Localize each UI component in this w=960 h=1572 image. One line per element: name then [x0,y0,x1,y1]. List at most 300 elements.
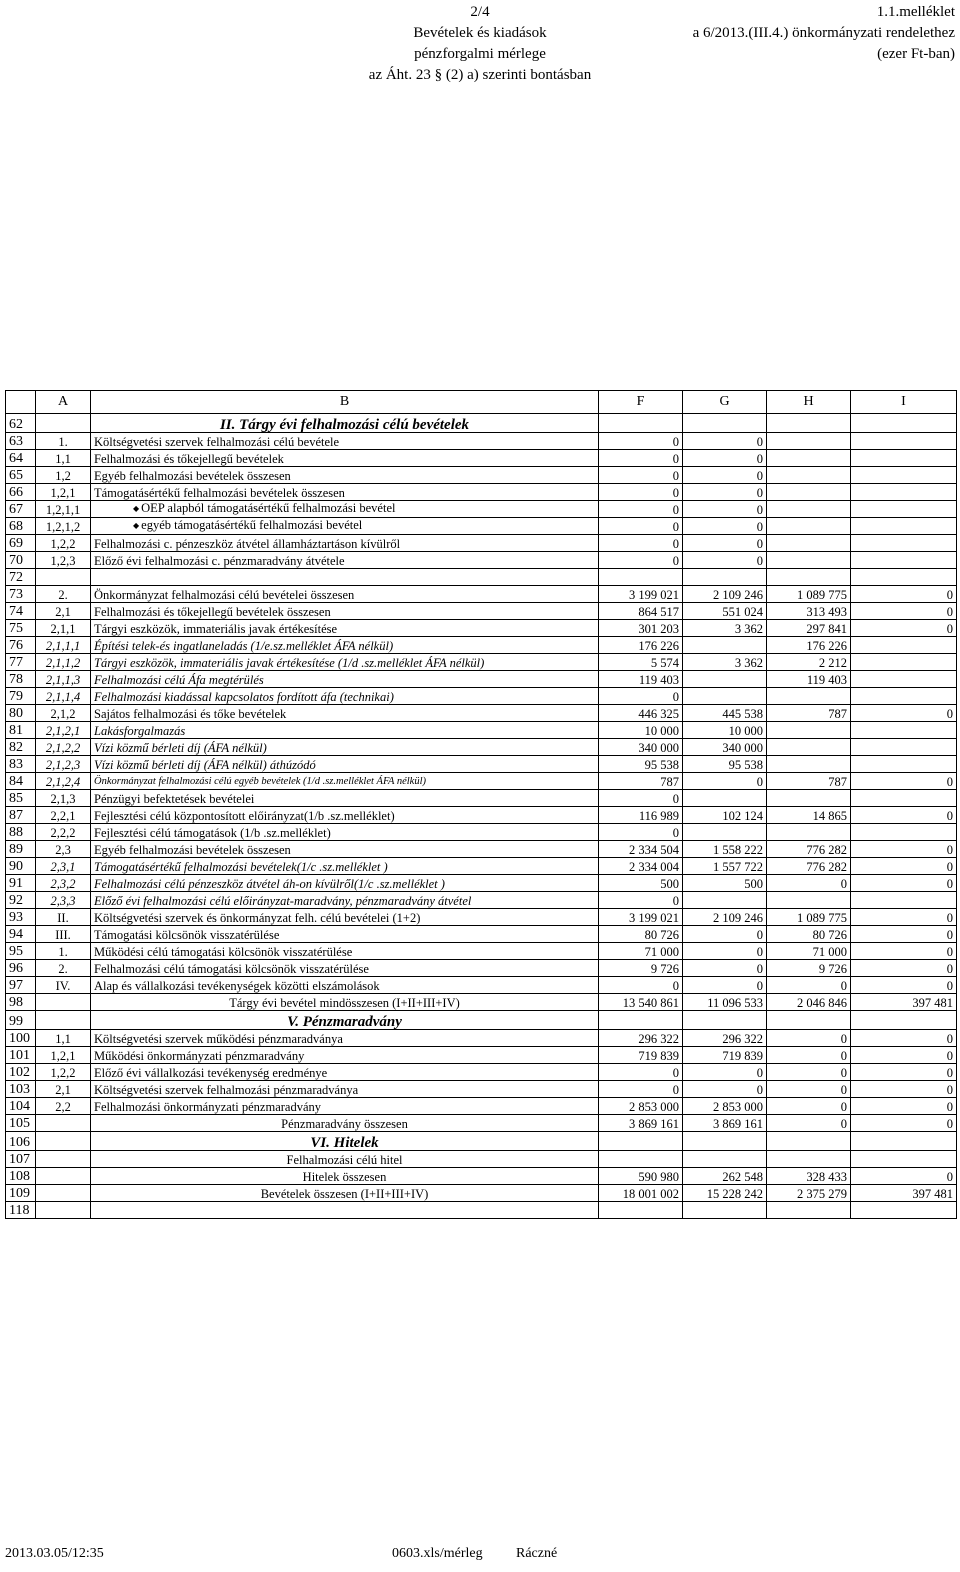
value-cell-f: 0 [599,450,683,467]
row-number: 93 [6,909,36,926]
value-cell-i [851,501,957,518]
table-row [6,654,957,671]
value-cell-f: 3 199 021 [599,909,683,926]
value-cell-i [851,688,957,705]
value-cell-f: 176 226 [599,637,683,654]
row-label: Egyéb felhalmozási bevételek összesen [91,467,599,484]
row-number: 109 [6,1185,36,1202]
value-cell-i [851,671,957,688]
row-label: Költségvetési szervek működési pénzmaradványa [91,1030,599,1047]
table-row [6,858,957,875]
table-row [6,909,957,926]
row-label: Fejlesztési célú támogatások (1/b .sz.melléklet) [91,824,599,841]
value-cell-h: 2 375 279 [767,1185,851,1202]
row-number: 102 [6,1064,36,1081]
table-row [6,705,957,722]
value-cell-h: 2 212 [767,654,851,671]
value-cell-g: 15 228 242 [683,1185,767,1202]
table-row [6,450,957,467]
row-label: Fejlesztési célú központosított előirányzat(1/b .sz.melléklet) [91,807,599,824]
row-label: Felhalmozási kiadással kapcsolatos fordított áfa (technikai) [91,688,599,705]
value-cell-i: 0 [851,1081,957,1098]
value-cell-i: 0 [851,1030,957,1047]
value-cell-i [851,637,957,654]
table-row [6,1011,957,1030]
value-cell-g [683,824,767,841]
value-cell-f: 0 [599,1064,683,1081]
row-code [36,1132,91,1151]
value-cell-f: 0 [599,433,683,450]
value-cell-h: 297 841 [767,620,851,637]
row-code: 1. [36,433,91,450]
row-label: Felhalmozási önkormányzati pénzmaradvány [91,1098,599,1115]
value-cell-h [767,467,851,484]
row-code [36,569,91,586]
row-code: IV. [36,977,91,994]
table-row [6,1151,957,1168]
value-cell-g [683,414,767,433]
value-cell-i: 0 [851,977,957,994]
row-code: 2,1,1,2 [36,654,91,671]
value-cell-g [683,1132,767,1151]
value-cell-h: 787 [767,705,851,722]
row-label: Pénzmaradvány összesen [91,1115,599,1132]
value-cell-i [851,1011,957,1030]
table-row [6,1168,957,1185]
table-row [6,467,957,484]
value-cell-f: 0 [599,552,683,569]
value-cell-i [851,569,957,586]
value-cell-i: 0 [851,586,957,603]
row-code: 2,1,1,1 [36,637,91,654]
value-cell-f: 0 [599,892,683,909]
row-label: Egyéb felhalmozási bevételek összesen [91,841,599,858]
row-label: Támogatási kölcsönök visszatérülése [91,926,599,943]
value-cell-g: 0 [683,1081,767,1098]
value-cell-h: 14 865 [767,807,851,824]
row-number: 95 [6,943,36,960]
value-cell-h: 0 [767,1115,851,1132]
row-number: 98 [6,994,36,1011]
value-cell-f: 80 726 [599,926,683,943]
row-label: Előző évi felhalmozási célú előirányzat-maradvány, pénzmaradvány átvétel [91,892,599,909]
value-cell-h [767,1202,851,1219]
value-cell-i: 0 [851,1064,957,1081]
row-number: 80 [6,705,36,722]
row-label: Tárgy évi bevétel mindösszesen (I+II+III+IV) [91,994,599,1011]
value-cell-f: 2 334 004 [599,858,683,875]
row-label: Önkormányzat felhalmozási célú bevételei összesen [91,586,599,603]
value-cell-i: 397 481 [851,1185,957,1202]
row-label: Működési önkormányzati pénzmaradvány [91,1047,599,1064]
value-cell-g [683,671,767,688]
value-cell-f: 2 334 504 [599,841,683,858]
value-cell-g: 0 [683,1064,767,1081]
value-cell-f: 116 989 [599,807,683,824]
value-cell-g: 296 322 [683,1030,767,1047]
value-cell-f: 719 839 [599,1047,683,1064]
row-label: Felhalmozási célú hitel [91,1151,599,1168]
value-cell-g [683,688,767,705]
value-cell-g: 0 [683,552,767,569]
row-label: Felhalmozási célú Áfa megtérülés [91,671,599,688]
table-row [6,994,957,1011]
value-cell-g: 102 124 [683,807,767,824]
table-row [6,1030,957,1047]
value-cell-i: 0 [851,705,957,722]
value-cell-h: 80 726 [767,926,851,943]
table-row [6,552,957,569]
row-code: 2,3 [36,841,91,858]
row-number: 103 [6,1081,36,1098]
table-row [6,841,957,858]
table-row [6,824,957,841]
value-cell-f [599,1132,683,1151]
value-cell-f: 10 000 [599,722,683,739]
value-cell-h: 313 493 [767,603,851,620]
value-cell-g: 95 538 [683,756,767,773]
value-cell-g: 551 024 [683,603,767,620]
value-cell-g: 0 [683,484,767,501]
table-row [6,637,957,654]
value-cell-i [851,739,957,756]
row-label: Felhalmozási c. pénzeszköz átvétel államháztartáson kívülről [91,535,599,552]
row-label [91,501,599,518]
row-number: 66 [6,484,36,501]
value-cell-f: 0 [599,484,683,501]
row-code [36,1168,91,1185]
value-cell-f: 296 322 [599,1030,683,1047]
value-cell-h [767,1011,851,1030]
row-code: 2,1,1,3 [36,671,91,688]
value-cell-f: 3 869 161 [599,1115,683,1132]
row-number: 87 [6,807,36,824]
value-cell-h: 1 089 775 [767,909,851,926]
value-cell-i: 0 [851,960,957,977]
value-cell-h: 776 282 [767,841,851,858]
value-cell-g: 0 [683,960,767,977]
row-number: 78 [6,671,36,688]
value-cell-g [683,1202,767,1219]
corner-cell [6,391,36,414]
row-code: 2,2,2 [36,824,91,841]
row-code: 2,1,1,4 [36,688,91,705]
row-code [36,1202,91,1219]
row-number: 100 [6,1030,36,1047]
row-number: 99 [6,1011,36,1030]
table-row [6,688,957,705]
value-cell-i: 0 [851,926,957,943]
value-cell-g: 3 362 [683,654,767,671]
table-row [6,501,957,518]
value-cell-f: 301 203 [599,620,683,637]
bullet-text: ◆ OEP alapból támogatásértékű felhalmozási bevétel [133,501,395,515]
value-cell-i: 0 [851,1098,957,1115]
row-number: 85 [6,790,36,807]
table-row [6,960,957,977]
value-cell-g: 10 000 [683,722,767,739]
row-code: 1,2,1,1 [36,501,91,518]
value-cell-g: 2 853 000 [683,1098,767,1115]
value-cell-h [767,824,851,841]
value-cell-g: 262 548 [683,1168,767,1185]
row-number: 62 [6,414,36,433]
value-cell-f: 864 517 [599,603,683,620]
row-code: 2,1 [36,1081,91,1098]
value-cell-i [851,467,957,484]
table-row [6,518,957,535]
row-code: 2. [36,586,91,603]
value-cell-f: 18 001 002 [599,1185,683,1202]
row-label: Vízi közmű bérleti díj (ÁFA nélkül) [91,739,599,756]
row-code: II. [36,909,91,926]
row-code: 1. [36,943,91,960]
value-cell-i [851,892,957,909]
value-cell-f: 446 325 [599,705,683,722]
row-label: Bevételek összesen (I+II+III+IV) [91,1185,599,1202]
value-cell-h [767,722,851,739]
row-number: 108 [6,1168,36,1185]
value-cell-f [599,1202,683,1219]
value-cell-g: 0 [683,535,767,552]
value-cell-h: 787 [767,773,851,790]
value-cell-i: 0 [851,943,957,960]
decree-label: a 6/2013.(III.4.) önkormányzati rendelethez [692,25,955,41]
value-cell-i: 0 [851,1047,957,1064]
value-cell-h [767,739,851,756]
value-cell-h: 1 089 775 [767,586,851,603]
row-number: 74 [6,603,36,620]
value-cell-i [851,756,957,773]
row-number: 70 [6,552,36,569]
row-number: 118 [6,1202,36,1219]
footer-timestamp: 2013.03.05/12:35 [5,1546,104,1561]
value-cell-i: 0 [851,1115,957,1132]
value-cell-h [767,484,851,501]
column-header: G [683,391,767,414]
row-code [36,1151,91,1168]
row-number: 79 [6,688,36,705]
value-cell-g: 2 109 246 [683,909,767,926]
row-code [36,1185,91,1202]
value-cell-i: 0 [851,1168,957,1185]
table-row [6,722,957,739]
value-cell-f: 0 [599,501,683,518]
value-cell-f: 500 [599,875,683,892]
title-line-1: Bevételek és kiadások [413,25,547,41]
row-label: Támogatásértékű felhalmozási bevételek(1/c .sz.melléklet ) [91,858,599,875]
value-cell-i: 397 481 [851,994,957,1011]
value-cell-i [851,722,957,739]
table-row [6,484,957,501]
row-label: II. Tárgy évi felhalmozási célú bevételek [91,414,599,433]
value-cell-h: 328 433 [767,1168,851,1185]
table-row [6,433,957,450]
value-cell-h [767,450,851,467]
value-cell-i [851,1132,957,1151]
value-cell-f: 0 [599,824,683,841]
row-number: 76 [6,637,36,654]
value-cell-i [851,484,957,501]
row-number: 105 [6,1115,36,1132]
value-cell-h [767,756,851,773]
table-row [6,620,957,637]
value-cell-h [767,552,851,569]
row-code: 2,1,3 [36,790,91,807]
value-cell-i [851,414,957,433]
column-header: B [91,391,599,414]
table-row [6,943,957,960]
row-code [36,414,91,433]
value-cell-i [851,450,957,467]
row-code: 2,3,1 [36,858,91,875]
row-code: 1,2,1 [36,1047,91,1064]
value-cell-g: 445 538 [683,705,767,722]
row-code: 1,2 [36,467,91,484]
value-cell-f: 0 [599,688,683,705]
value-cell-g: 3 362 [683,620,767,637]
row-label: Hitelek összesen [91,1168,599,1185]
row-code: 2,3,3 [36,892,91,909]
row-label: Építési telek-és ingatlaneladás (1/e.sz.melléklet ÁFA nélkül) [91,637,599,654]
row-number: 96 [6,960,36,977]
row-number: 72 [6,569,36,586]
row-label: Előző évi felhalmozási c. pénzmaradvány átvétele [91,552,599,569]
row-number: 81 [6,722,36,739]
row-code [36,1011,91,1030]
value-cell-h: 0 [767,1081,851,1098]
row-code: 1,2,1,2 [36,518,91,535]
value-cell-g: 0 [683,501,767,518]
value-cell-g: 0 [683,943,767,960]
value-cell-i [851,824,957,841]
row-label: Előző évi vállalkozási tevékenység eredménye [91,1064,599,1081]
row-label: Költségvetési szervek felhalmozási pénzmaradványa [91,1081,599,1098]
value-cell-i: 0 [851,773,957,790]
value-cell-i [851,535,957,552]
table-row [6,1081,957,1098]
value-cell-g: 500 [683,875,767,892]
row-label: V. Pénzmaradvány [91,1011,599,1030]
row-label: Tárgyi eszközök, immateriális javak értékesítése (1/d .sz.melléklet ÁFA nélkül) [91,654,599,671]
value-cell-g [683,892,767,909]
value-cell-h [767,790,851,807]
value-cell-g: 0 [683,926,767,943]
row-label: Vízi közmű bérleti díj (ÁFA nélkül) áthúzódó [91,756,599,773]
value-cell-h [767,501,851,518]
column-header: A [36,391,91,414]
value-cell-h [767,414,851,433]
row-number: 92 [6,892,36,909]
row-code: 2,1,2 [36,705,91,722]
row-label: Felhalmozási és tőkejellegű bevételek [91,450,599,467]
table-row [6,1047,957,1064]
value-cell-h [767,1132,851,1151]
row-label [91,1202,599,1219]
value-cell-f [599,1011,683,1030]
row-label: Lakásforgalmazás [91,722,599,739]
table-row [6,1115,957,1132]
value-cell-h: 2 046 846 [767,994,851,1011]
value-cell-f: 0 [599,790,683,807]
table-row [6,603,957,620]
value-cell-g: 0 [683,433,767,450]
value-cell-f: 0 [599,977,683,994]
value-cell-h: 9 726 [767,960,851,977]
value-cell-i [851,518,957,535]
value-cell-f: 0 [599,1081,683,1098]
row-code: 1,2,2 [36,1064,91,1081]
row-code: III. [36,926,91,943]
table-row [6,1185,957,1202]
row-number: 107 [6,1151,36,1168]
row-number: 64 [6,450,36,467]
value-cell-i [851,552,957,569]
value-cell-g: 11 096 533 [683,994,767,1011]
value-cell-i: 0 [851,603,957,620]
value-cell-h: 0 [767,1098,851,1115]
row-label: Költségvetési szervek és önkormányzat felh. célú bevételei (1+2) [91,909,599,926]
table-row [6,414,957,433]
value-cell-f: 9 726 [599,960,683,977]
row-code: 2,3,2 [36,875,91,892]
table-row [6,739,957,756]
value-cell-f: 71 000 [599,943,683,960]
value-cell-g: 0 [683,518,767,535]
value-cell-h: 0 [767,875,851,892]
row-number: 69 [6,535,36,552]
row-label: Felhalmozási és tőkejellegű bevételek összesen [91,603,599,620]
annex-label: 1.1.melléklet [876,4,955,20]
value-cell-f: 5 574 [599,654,683,671]
value-cell-f: 787 [599,773,683,790]
row-number: 84 [6,773,36,790]
row-code: 2,1 [36,603,91,620]
table-row [6,892,957,909]
value-cell-i [851,1202,957,1219]
value-cell-h: 0 [767,1047,851,1064]
row-code: 2,1,2,3 [36,756,91,773]
table-row [6,569,957,586]
row-code: 2,1,1 [36,620,91,637]
value-cell-i: 0 [851,620,957,637]
value-cell-f: 0 [599,518,683,535]
row-label: Alap és vállalkozási tevékenységek közötti elszámolások [91,977,599,994]
table-row [6,1202,957,1219]
row-number: 91 [6,875,36,892]
row-code: 2,1,2,2 [36,739,91,756]
value-cell-g [683,1011,767,1030]
value-cell-g [683,1151,767,1168]
value-cell-f: 119 403 [599,671,683,688]
table-row [6,807,957,824]
value-cell-h [767,1151,851,1168]
row-label: Felhalmozási célú pénzeszköz átvétel áh-on kívülről(1/c .sz.melléklet ) [91,875,599,892]
row-number: 104 [6,1098,36,1115]
column-header: F [599,391,683,414]
column-header: H [767,391,851,414]
table-row [6,756,957,773]
row-number: 77 [6,654,36,671]
value-cell-g: 1 558 222 [683,841,767,858]
row-code [36,994,91,1011]
row-number: 75 [6,620,36,637]
row-code: 1,1 [36,450,91,467]
table-row [6,875,957,892]
row-number: 97 [6,977,36,994]
table-row [6,1098,957,1115]
value-cell-i: 0 [851,858,957,875]
